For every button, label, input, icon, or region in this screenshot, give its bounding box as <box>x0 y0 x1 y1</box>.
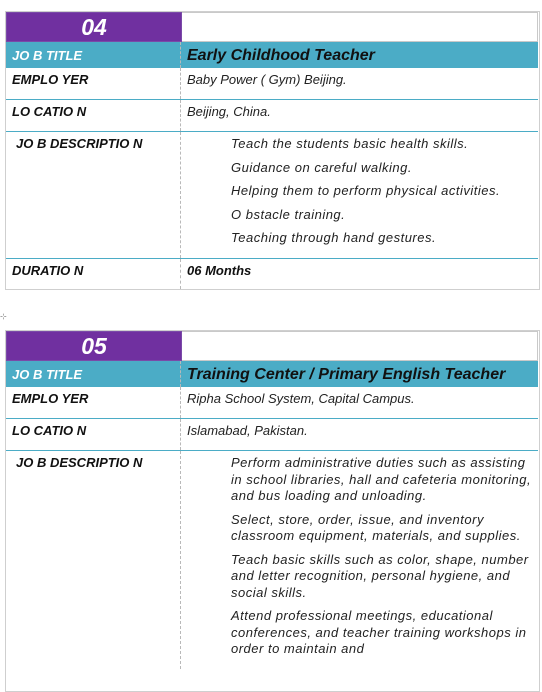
description-item: Helping them to perform physical activities. <box>231 183 501 198</box>
table-move-handle-icon[interactable]: ⊹ <box>0 312 7 321</box>
job-entry-05 <box>6 331 538 669</box>
location-label: LO CATIO N <box>6 100 181 132</box>
description-list <box>187 455 532 669</box>
employer-label: EMPLO YER <box>6 68 181 100</box>
entry-number-blank <box>182 331 538 361</box>
description-item: Guidance on careful walking. <box>231 159 412 175</box>
duration-row <box>6 258 538 289</box>
job-title-value: Early Childhood Teacher <box>181 42 539 68</box>
entry-number-row <box>6 12 538 42</box>
entry-number-blank <box>182 12 538 42</box>
description-cell <box>181 132 539 259</box>
description-list <box>187 136 532 258</box>
description-item: Perform administrative duties such as assisting in school libraries, hall and cafeteria monitoring, and bus loading and unloading. <box>231 455 532 503</box>
description-row <box>6 132 538 259</box>
description-item: O bstacle training. <box>231 206 346 222</box>
location-row <box>6 419 538 451</box>
location-row <box>6 100 538 132</box>
duration-value: 06 Months <box>181 258 539 289</box>
employer-value: Ripha School System, Capital Campus. <box>181 387 539 419</box>
employer-row <box>6 68 538 100</box>
job-title-row <box>6 361 538 387</box>
description-item: Attend professional meetings, educational conferences, and teacher training workshops in order to maintain and <box>231 608 527 656</box>
location-label: LO CATIO N <box>6 419 181 451</box>
description-row <box>6 451 538 669</box>
employer-row <box>6 387 538 419</box>
job-title-value: Training Center / Primary English Teacher <box>181 361 539 387</box>
description-cell <box>181 451 539 669</box>
location-value: Beijing, China. <box>181 100 539 132</box>
entry-number-row <box>6 331 538 361</box>
job-table <box>6 361 538 669</box>
location-value: Islamabad, Pakistan. <box>181 419 539 451</box>
description-item: Select, store, order, issue, and inventory classroom equipment, materials, and supplies. <box>231 511 521 543</box>
description-item: Teach basic skills such as color, shape, number and letter recognition, personal hygiene, and social skills. <box>231 551 529 600</box>
description-label: JO B DESCRIPTIO N <box>6 132 181 259</box>
job-table <box>6 42 538 289</box>
entry-number: 04 <box>6 12 182 42</box>
description-item: Teaching through hand gestures. <box>231 230 437 245</box>
job-entry-04 <box>6 12 538 289</box>
employer-label: EMPLO YER <box>6 387 181 419</box>
job-title-label: JO B TITLE <box>6 361 181 387</box>
job-title-label: JO B TITLE <box>6 42 181 68</box>
description-item: Teach the students basic health skills. <box>231 136 469 151</box>
description-label: JO B DESCRIPTIO N <box>16 455 143 470</box>
employer-value: Baby Power ( Gym) Beijing. <box>181 68 539 100</box>
entry-number: 05 <box>6 331 182 361</box>
job-title-row <box>6 42 538 68</box>
duration-label: DURATIO N <box>12 262 84 278</box>
